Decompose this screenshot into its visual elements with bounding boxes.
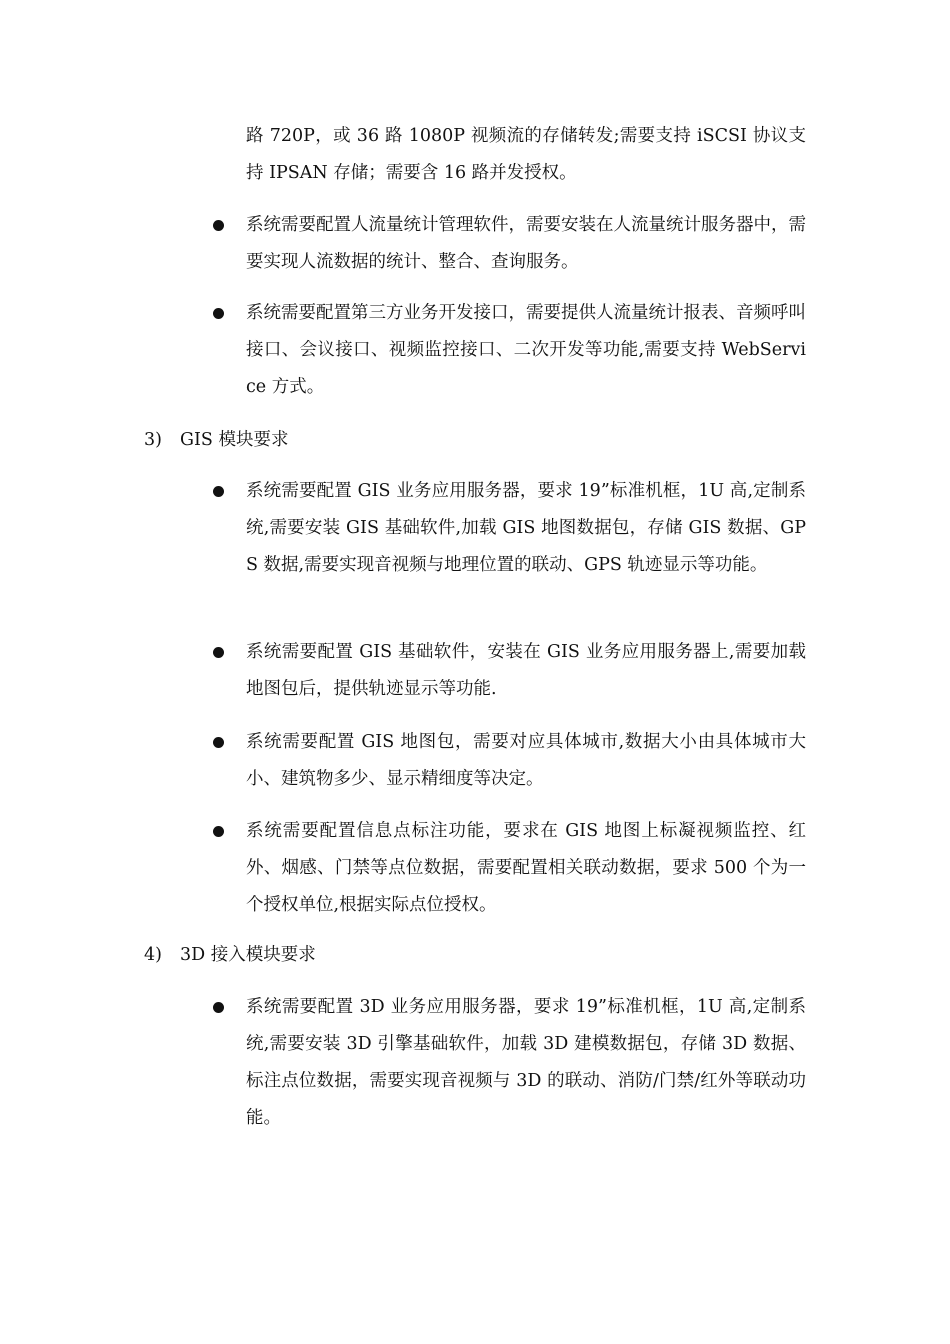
bullet-paragraph: 系统需要配置 GIS 地图包，需要对应具体城市,数据大小由具体城市大小、建筑物多少、显示精细度等决定。 <box>246 732 806 789</box>
bullet-icon <box>213 486 224 497</box>
bullet-icon <box>213 737 224 748</box>
section-number: 4) <box>144 945 162 965</box>
section-title: GIS 模块要求 <box>180 430 289 450</box>
bullet-paragraph: 系统需要配置 GIS 业务应用服务器，要求 19”标准机框，1U 高,定制系统,需要安装 GIS 基础软件,加载 GIS 地图数据包，存储 GIS 数据、GPS 数据,需要实现音视频与地理位置的联动、GPS 轨迹显示等功能。 <box>246 481 806 575</box>
section-title: 3D 接入模块要求 <box>180 945 316 965</box>
bullet-icon <box>213 826 224 837</box>
bullet-icon <box>213 647 224 658</box>
bullet-paragraph: 系统需要配置 GIS 基础软件，安装在 GIS 业务应用服务器上,需要加载地图包后，提供轨迹显示等功能. <box>246 642 806 699</box>
section-number: 3) <box>144 430 162 450</box>
bullet-icon <box>213 308 224 319</box>
bullet-paragraph: 系统需要配置第三方业务开发接口，需要提供人流量统计报表、音频呼叫接口、会议接口、视频监控接口、二次开发等功能,需要支持 WebService 方式。 <box>246 303 806 397</box>
bullet-paragraph: 系统需要配置人流量统计管理软件，需要安装在人流量统计服务器中，需要实现人流数据的统计、整合、查询服务。 <box>246 215 806 272</box>
bullet-paragraph: 系统需要配置 3D 业务应用服务器，要求 19”标准机框，1U 高,定制系统,需要安装 3D 引擎基础软件，加载 3D 建模数据包，存储 3D 数据、标注点位数据，需要实现音视频与 3D 的联动、消防/门禁/红外等联动功能。 <box>246 997 806 1128</box>
continuation-paragraph: 路 720P，或 36 路 1080P 视频流的存储转发;需要支持 iSCSI 协议支持 IPSAN 存储；需要含 16 路并发授权。 <box>246 126 806 183</box>
bullet-paragraph: 系统需要配置信息点标注功能，要求在 GIS 地图上标凝视频监控、红外、烟感、门禁等点位数据，需要配置相关联动数据，要求 500 个为一个授权单位,根据实际点位授权。 <box>246 821 806 915</box>
bullet-icon <box>213 220 224 231</box>
bullet-icon <box>213 1002 224 1013</box>
